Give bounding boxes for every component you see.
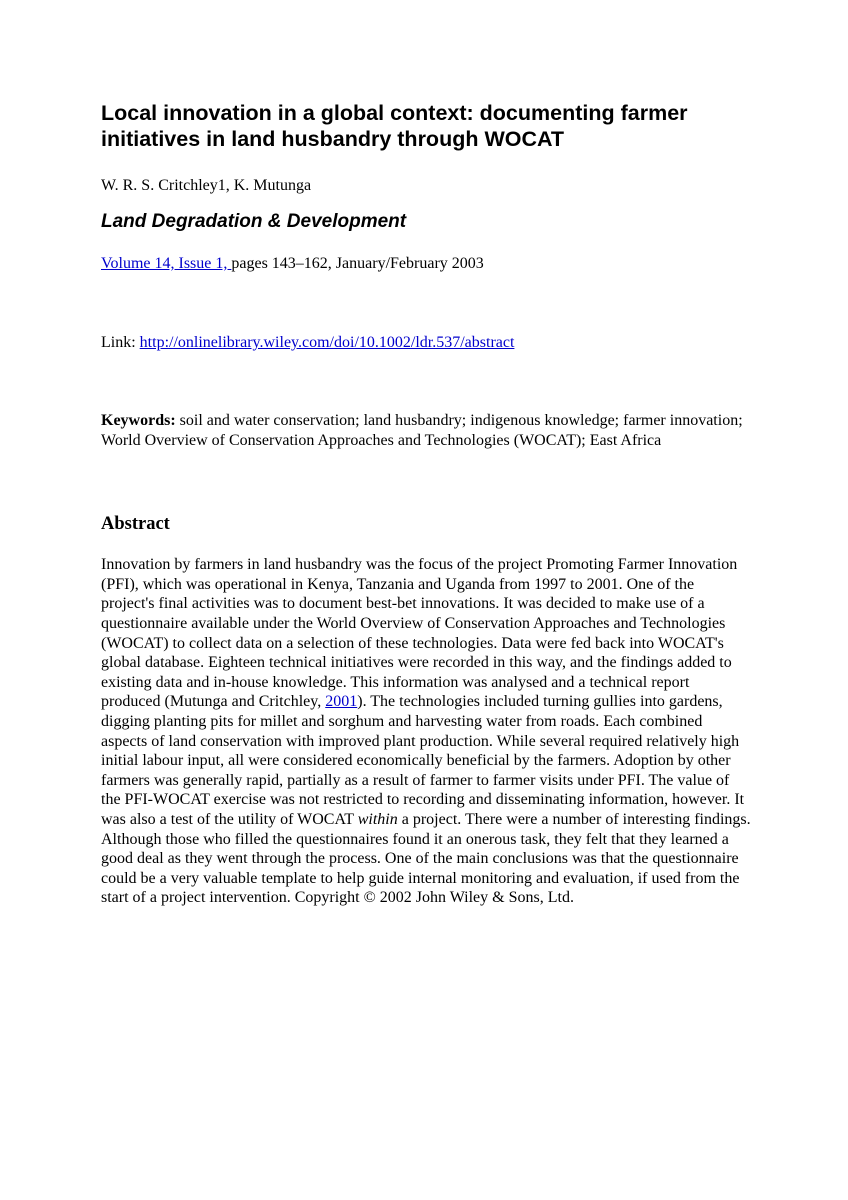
authors: W. R. S. Critchley1, K. Mutunga (101, 177, 312, 194)
link-label: Link: (101, 334, 140, 351)
paper-title: Local innovation in a global context: documenting farmer initiatives in land husbandry through WOCAT (101, 101, 688, 151)
keywords-text: soil and water conservation; land husbandry; indigenous knowledge; farmer innovation; World Overview of Conservation Approaches and Technologies (WOCAT); East Africa (101, 412, 743, 449)
abstract-part-2: ). The technologies included turning gullies into gardens, digging planting pits for millet and sorghum and harvesting water from roads. Each combined aspects of land conservation with improved plant production. While several required relatively high initial labour input, all were considered economically beneficial by the farmers. Adoption by other farmers was generally rapid, partially as a result of farmer to farmer visits under PFI. The value of the PFI-WOCAT exercise was not restricted to recording and disseminating information, however. It was also a test of the utility of WOCAT (101, 693, 745, 828)
abstract-italic-word: within (357, 810, 398, 828)
document-page (101, 100, 751, 908)
pages-date: pages 143–162, January/February 2003 (231, 255, 484, 272)
keywords-label: Keywords: (101, 412, 176, 429)
article-url-link[interactable]: http://onlinelibrary.wiley.com/doi/10.1002/ldr.537/abstract (139, 334, 515, 351)
volume-issue-link[interactable]: Volume 14, Issue 1, (101, 255, 232, 272)
abstract-text (101, 555, 751, 908)
journal-name: Land Degradation & Development (101, 211, 407, 232)
reference-year-link[interactable]: 2001 (325, 693, 358, 711)
article-link-line (101, 333, 751, 352)
volume-info (101, 254, 751, 273)
abstract-part-3: a project. There were a number of interesting findings. Although those who filled the questionnaires found it an onerous task, they felt that they learned a good deal as they went through the process. One of the main conclusions was that the questionnaire could be a very valuable template to help guide internal monitoring and evaluation, if used from the start of a project intervention. Copyright © 2002 John Wiley & Sons, Ltd. (101, 810, 751, 907)
keywords (101, 411, 751, 450)
abstract-heading: Abstract (101, 514, 170, 535)
abstract-part-1: Innovation by farmers in land husbandry was the focus of the project Promoting Farmer Innovation (PFI), which was operational in Kenya, Tanzania and Uganda from 1997 to 2001. One of the project's final activities was to document best-bet innovations. It was decided to make use of a questionnaire available under the World Overview of Conservation Approaches and Technologies (WOCAT) to collect data on a selection of these technologies. Data were fed back into WOCAT's global database. Eighteen technical initiatives were recorded in this way, and the findings added to existing data and in-house knowledge. This information was analysed and a technical report produced (Mutunga and Critchley, (101, 556, 738, 711)
